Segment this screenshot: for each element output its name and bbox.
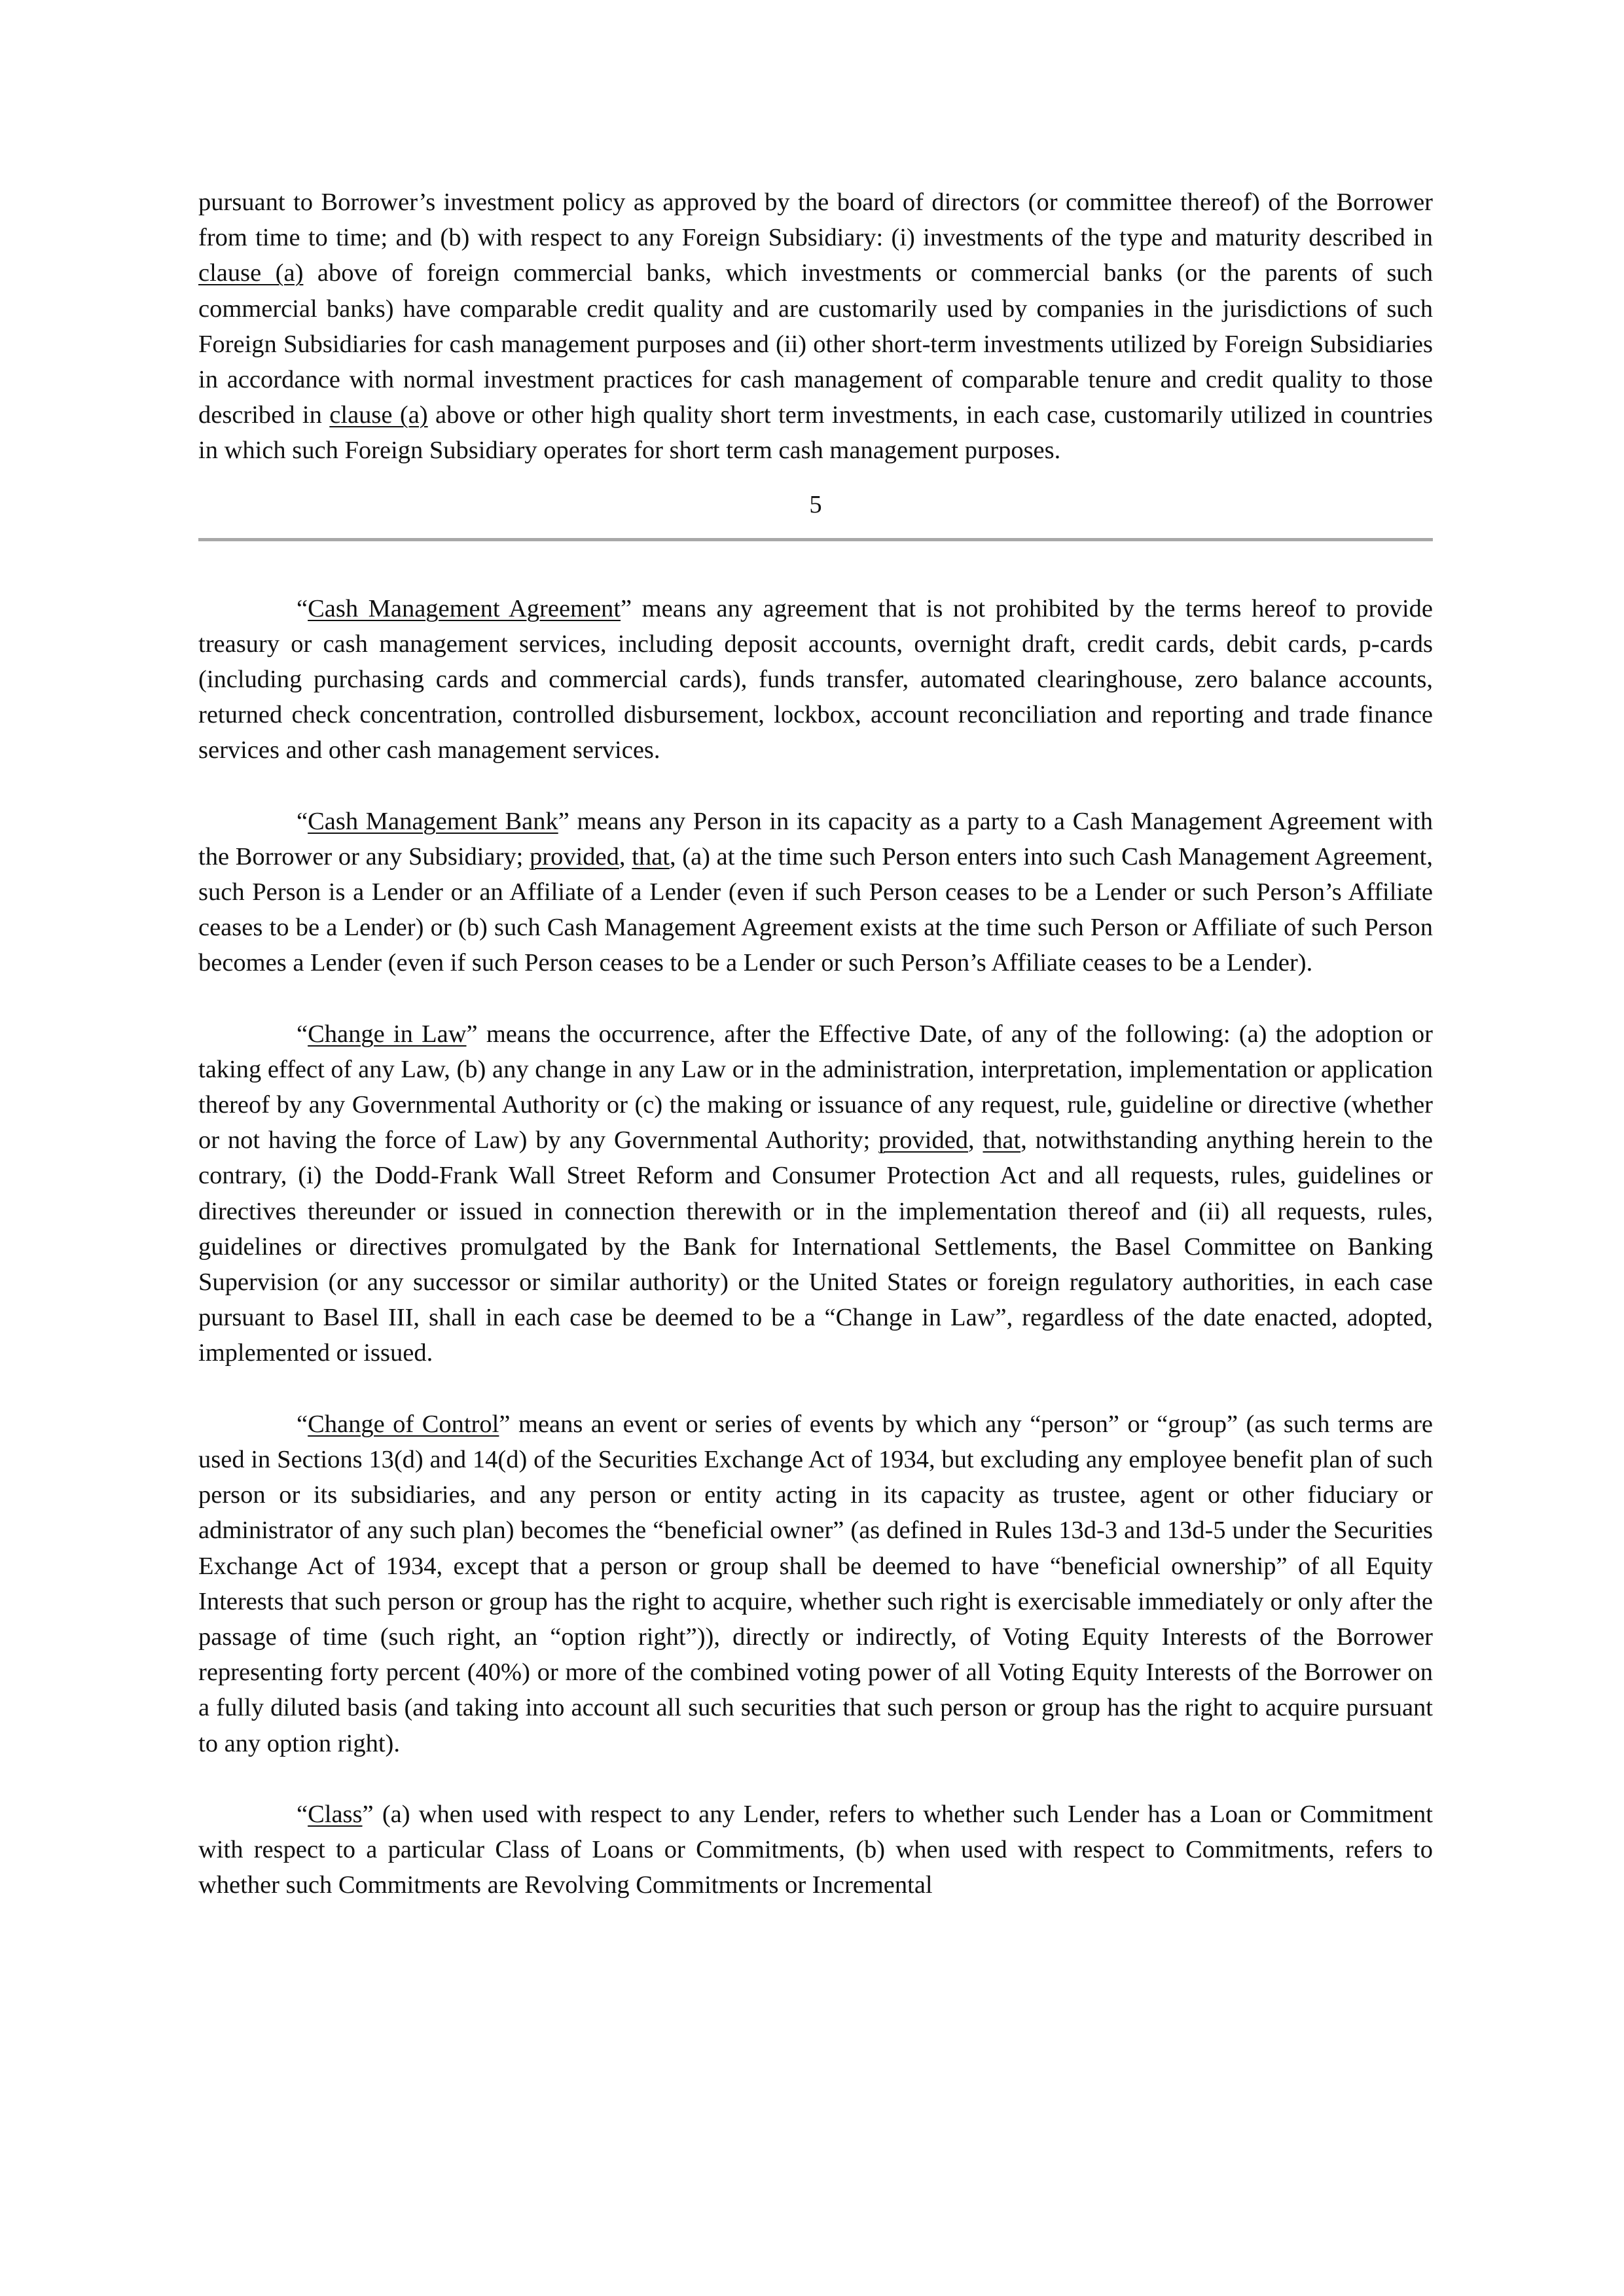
definition-change-in-law	[198, 1016, 1433, 1371]
definition-text: ” means an event or series of events by which any “person” or “group” (as such terms are used in Sections 13(d) and 14(d) of the Securities Exchange Act of 1934, but excluding any employee benefit plan of such person or its subsidiaries, and any person or entity acting in its capacity as trustee, agent or other fiduciary or administrator of any such plan) becomes the “beneficial owner” (as defined in Rules 13d-3 and 13d-5 under the Securities Exchange Act of 1934, except that a person or group shall be deemed to have “beneficial ownership” of all Equity Interests that such person or group has the right to acquire, whether such right is exercisable immediately or only after the passage of time (such right, an “option right”)), directly or indirectly, of Voting Equity Interests of the Borrower representing forty percent (40%) or more of the combined voting power of all Voting Equity Interests of the Borrower on a fully diluted basis (and taking into account all such securities that such person or group has the right to acquire pursuant to any option right).	[198, 1410, 1433, 1757]
continuation-text-3: above or other high quality short term investments, in each case, customarily utilized in countries in which such Foreign Subsidiary operates for short term cash management purposes.	[198, 401, 1433, 465]
defined-term: Change in Law	[308, 1020, 467, 1048]
definition-text: ” (a) when used with respect to any Lender, refers to whether such Lender has a Loan or Commitment with respect to a particular Class of Loans or Commitments, (b) when used with respect to Commitments, refers to whether such Commitments are Revolving Commitments or Incremental	[198, 1800, 1433, 1899]
definition-text: , (a) at the time such Person enters into such Cash Management Agreement, such Person is a Lender or an Affiliate of a Lender (even if such Person ceases to be a Lender or such Person’s Affiliate ceases to be a Lender) or (b) such Cash Management Agreement exists at the time such Person or Affiliate of such Person becomes a Lender (even if such Person ceases to be a Lender or such Person’s Affiliate ceases to be a Lender).	[198, 842, 1433, 977]
definition-text: ” means any agreement that is not prohibited by the terms hereof to provide treasury or cash management services, including deposit accounts, overnight draft, credit cards, debit cards, p-cards (including purchasing cards and commercial cards), funds transfer, automated clearinghouse, zero balance accounts, returned check concentration, controlled disbursement, lockbox, account reconciliation and reporting and trade finance services and other cash management services.	[198, 594, 1433, 764]
open-quote: “	[297, 807, 308, 835]
continuation-text-2: above of foreign commercial banks, which investments or commercial banks (or the parents of such commercial banks) have comparable credit quality and are customarily used by companies in the jurisdictions of such Foreign Subsidiaries for cash management purposes and (ii) other short-term investments utilized by Foreign Subsidiaries in accordance with normal investment practices for cash management of comparable tenure and credit quality to those described in	[198, 259, 1433, 429]
page-number: 5	[809, 490, 822, 518]
definition-text: , notwithstanding anything herein to the contrary, (i) the Dodd-Frank Wall Street Reform and Consumer Protection Act and all requests, rules, guidelines or directives thereunder or issued in connection therewith or in the implementation thereof and (ii) all requests, rules, guidelines or directives promulgated by the Bank for International Settlements, the Basel Committee on Banking Supervision (or any successor or similar authority) or the United States or foreign regulatory authorities, in each case pursuant to Basel III, shall in each case be deemed to be a “Change in Law”, regardless of the date enacted, adopted, implemented or issued.	[198, 1126, 1433, 1367]
continuation-paragraph	[198, 185, 1433, 469]
comma: ,	[968, 1126, 983, 1155]
provided-term: provided	[878, 1126, 969, 1155]
continuation-text-1: pursuant to Borrower’s investment policy as approved by the board of directors (or committee thereof) of the Borrower from time to time; and (b) with respect to any Foreign Subsidiary: (i) investments of the type and maturity described in	[198, 188, 1433, 252]
definition-text: ” means any Person in its capacity as a party to a Cash Management Agreement with the Borrower or any Subsidiary;	[198, 807, 1433, 870]
clause-a-reference-2: clause (a)	[329, 401, 428, 429]
page-break-divider	[198, 538, 1433, 541]
open-quote: “	[297, 594, 308, 622]
clause-a-reference-1: clause (a)	[198, 259, 304, 287]
definition-class	[198, 1797, 1433, 1903]
definition-cash-management-agreement	[198, 591, 1433, 768]
that-term: that	[983, 1126, 1021, 1155]
open-quote: “	[297, 1410, 308, 1438]
defined-term: Cash Management Bank	[308, 807, 558, 835]
provided-term: provided	[530, 842, 619, 870]
that-term: that	[632, 842, 670, 870]
open-quote: “	[297, 1020, 308, 1048]
open-quote: “	[297, 1800, 308, 1828]
document-page	[198, 185, 1433, 1903]
comma: ,	[619, 842, 632, 870]
defined-term: Class	[308, 1800, 363, 1828]
definition-text: ” means the occurrence, after the Effective Date, of any of the following: (a) the adoption or taking effect of any Law, (b) any change in any Law or in the administration, interpretation, implementation or application thereof by any Governmental Authority or (c) the making or issuance of any request, rule, guideline or directive (whether or not having the force of Law) by any Governmental Authority;	[198, 1020, 1433, 1155]
defined-term: Cash Management Agreement	[308, 594, 621, 622]
definition-cash-management-bank	[198, 804, 1433, 981]
definition-change-of-control	[198, 1407, 1433, 1761]
defined-term: Change of Control	[308, 1410, 499, 1438]
